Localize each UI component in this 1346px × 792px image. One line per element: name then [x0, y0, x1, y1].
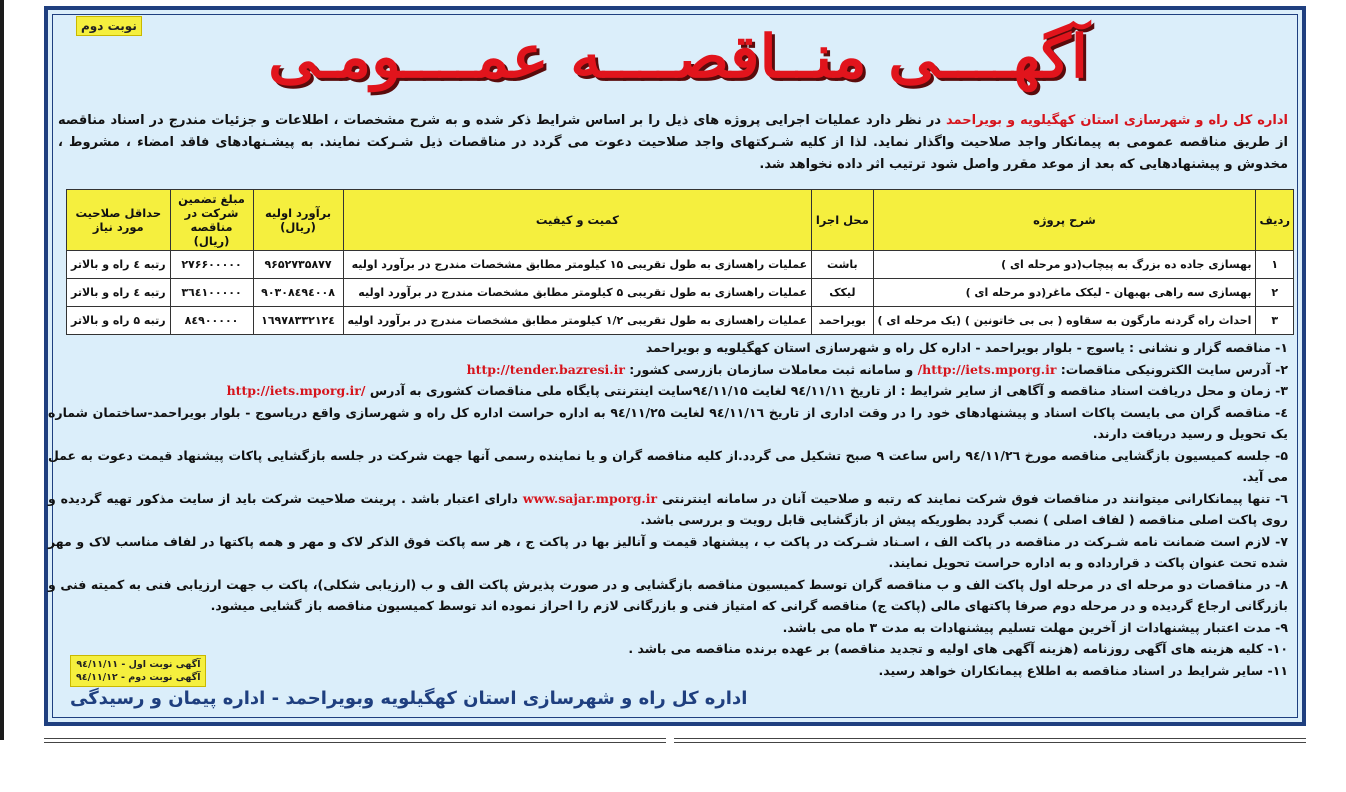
project-qualification: رتبه ۵ راه و بالاتر	[67, 307, 171, 335]
condition-item: ۱- مناقصه گزار و نشانی : یاسوج - بلوار بویراحمد - اداره کل راه و شهرسازی استان کهگیلویه و بویراحمد	[645, 340, 1288, 355]
table-row	[67, 307, 1294, 335]
bottom-rule-left	[44, 738, 666, 743]
project-quantity: عملیات راهسازی به طول تقریبی ۱/۲ کیلومتر مطابق مشخصات مندرج در برآورد اولیه	[343, 307, 812, 335]
project-description: بهسازی سه راهی بهبهان - لیکک ماغر(دو مرحله ای )	[873, 279, 1256, 307]
project-quantity: عملیات راهسازی به طول تقریبی ۵ کیلومتر مطابق مشخصات مندرج در برآورد اولیه	[343, 279, 812, 307]
iets-link-2[interactable]: /http://iets.mporg.ir	[226, 383, 366, 398]
table-row	[67, 251, 1294, 279]
condition-text: دارای اعتبار باشد . پرینت صلاحیت شرکت باید از سایت مذکور تهیه گردیده و روی پاکت اصلی مناقصه ( لفاف اصلی ) نصب گردد بطوریکه پیش از بازگشایی قابل رویت و بررسی باشد.	[48, 490, 1288, 527]
condition-text: و سامانه ثبت معاملات سازمان بازرسی کشور:	[624, 361, 918, 377]
intro-paragraph	[58, 110, 1288, 176]
col-row-header: ردیف	[1256, 190, 1294, 251]
table-header-row	[67, 190, 1294, 251]
bazresi-link[interactable]: http://tender.bazresi.ir	[466, 361, 625, 377]
projects-table	[66, 189, 1294, 335]
col-qualification-header: حداقل صلاحیت مورد نیاز	[67, 190, 171, 251]
ad-title: آگهــــی منــاقصــــه عمــــومـی	[268, 21, 1088, 92]
condition-item: ۸- در مناقصات دو مرحله ای در مرحله اول پاکت الف و ب مناقصه گران توسط کمیسیون مناقصه بازگشایی و در صورت پذیرش پاکت الف و ب (ارزیابی شکلی)، پاکت ب جهت ارزیابی فنی به کمیته فنی و بازرگانی ارجاع گردیده و در مرحله دوم صرفا پاکتهای مالی (پاکت ج) مناقصه گرانی که امتیاز فنی و بازرگانی لازم را احراز نموده اند توسط کمیسیون مناقصه باز گشایی میشود.	[48, 576, 1288, 613]
col-guarantee-header: مبلغ تضمین شرکت در مناقصه (ریال)	[170, 190, 253, 251]
project-estimate: ۹۶۵۲۷۳۵۸۷۷	[253, 251, 343, 279]
condition-item	[48, 380, 1288, 402]
conditions-list	[48, 337, 1288, 681]
project-location: باشت	[812, 251, 873, 279]
condition-item: ۱۰- کلیه هزینه های آگهی روزنامه (هزینه آگهی های اولیه و تجدید مناقصه) بر عهده برنده مناقصه می باشد .	[628, 641, 1288, 656]
condition-item	[48, 488, 1288, 531]
intro-org: اداره کل راه و شهرسازی استان کهگیلویه و بویراحمد	[946, 113, 1288, 128]
condition-text: ۳- زمان و محل دریافت اسناد مناقصه و آگاهی از سایر شرایط : از تاریخ ۹٤/۱۱/۱۱ لغایت ۹٤/۱۱/۱۵سایت اینترنتی پایگاه ملی مناقصات کشوری به آدرس	[365, 383, 1288, 398]
row-number: ۳	[1256, 307, 1294, 335]
bottom-rule-right	[674, 738, 1306, 743]
footer-signature: اداره کل راه و شهرسازی استان کهگیلویه وبویراحمد - اداره پیمان و رسیدگی	[70, 688, 748, 709]
project-quantity: عملیات راهسازی به طول تقریبی ۱۵ کیلومتر مطابق مشخصات مندرج در برآورد اولیه	[343, 251, 812, 279]
condition-item	[48, 359, 1288, 381]
publish-dates	[70, 655, 206, 687]
project-estimate: ۱٦۹۷۸۳۳۲۱۲٤	[253, 307, 343, 335]
project-guarantee: ۸٤۹۰۰۰۰۰	[170, 307, 253, 335]
project-description: احداث راه گردنه مارگون به سقاوه ( بی بی خاتونین ) (یک مرحله ای )	[873, 307, 1256, 335]
condition-item: ۷- لازم است ضمانت نامه شـرکت در مناقصه در پاکت الف ، اسـناد شـرکت در پاکت ب ، پیشنهاد قیمت و آنالیز بها در پاکت ج ، هر سه پاکت فوق الذکر لاک و مهر و همه پاکتها در لفاف مناسب لاک و مهر شده تحت عنوان پاکت د قرارداده و به اداره حراست تحویل نمایند.	[48, 533, 1288, 570]
project-guarantee: ۲۷۶۶۰۰۰۰۰	[170, 251, 253, 279]
second-publish-date: آگهی نوبت دوم - ۹٤/۱۱/۱۲	[76, 672, 201, 683]
sajar-link[interactable]: www.sajar.mporg.ir	[522, 490, 658, 506]
project-qualification: رتبه ٤ راه و بالاتر	[67, 251, 171, 279]
condition-item: ۹- مدت اعتبار پیشنهادات از آخرین مهلت تسلیم پیشنهادات به مدت ۳ ماه می باشد.	[782, 619, 1288, 635]
left-edge-bar	[0, 0, 4, 740]
condition-text: ٦- تنها پیمانکارانی میتوانند در مناقصات فوق شرکت نمایند که رتبه و صلاحیت آنان در سامانه اینترنتی	[657, 490, 1289, 506]
project-qualification: رتبه ٤ راه و بالاتر	[67, 279, 171, 307]
first-publish-date: آگهی نوبت اول - ۹٤/۱۱/۱۱	[76, 659, 201, 670]
intro-text: در نظر دارد عملیات اجرایی پروژه های ذیل را بر اساس شرایط ذکر شده و به شرح مشخصات ، اطلاعات و جزئیات مندرج در اسناد مناقصه از طریق مناقصه عمومی به پیمانکار واجد صلاحیت واگذار نماید. لذا از کلیه شـرکتهای واجد صلاحیت دعوت می گردد در مناقصات ذیل شـرکت نمایند. به پیشـنهادهای فاقد امضاء ، مشروط ، مخدوش و پیشنهادهایی که بعد از موعد مقرر واصل شود ترتیب اثر داده نخواهد شد.	[58, 113, 1288, 172]
col-project-header: شرح پروژه	[873, 190, 1256, 251]
row-number: ۲	[1256, 279, 1294, 307]
iets-link[interactable]: http://iets.mporg.ir/	[917, 361, 1057, 377]
ad-frame	[44, 6, 1306, 726]
condition-item: ٤- مناقصه گران می بایست پاکات اسناد و پیشنهادهای خود را در وقت اداری از تاریخ ۹٤/۱۱/۱٦ لغایت ۹٤/۱۱/۲۵ به اداره حراست اداره کل راه و شهرسازی واقع دریاسوج - بلوار بویراحمد-ساختمان شماره یک تحویل و رسید دریافت دارند.	[48, 404, 1289, 441]
condition-item: ۵- جلسه کمیسیون بازگشایی مناقصه مورخ ۹٤/۱۱/۲٦ راس ساعت ۹ صبح تشکیل می گردد.از کلیه مناقصه گران و یا نماینده رسمی آنها جهت شرکت در جلسه بازگشایی پاکات پیشنهاد قیمت دعوت به عمل می آید.	[48, 447, 1289, 484]
condition-text: ۲- آدرس سایت الکترونیکی مناقصات:	[1056, 361, 1288, 377]
row-number: ۱	[1256, 251, 1294, 279]
col-location-header: محل اجرا	[812, 190, 873, 251]
project-location: لیکک	[812, 279, 873, 307]
project-location: بویراحمد	[812, 307, 873, 335]
col-estimate-header: برآورد اولیه (ریال)	[253, 190, 343, 251]
table-row	[67, 279, 1294, 307]
round-badge: نوبت دوم	[76, 16, 142, 36]
col-quantity-header: کمیت و کیفیت	[343, 190, 812, 251]
project-estimate: ۹۰۳۰۸٤۹٤۰۰۸	[253, 279, 343, 307]
project-guarantee: ۳٦٤۱۰۰۰۰۰	[170, 279, 253, 307]
condition-item: ۱۱- سایر شرایط در اسناد مناقصه به اطلاع پیمانکاران خواهد رسید.	[878, 662, 1288, 678]
project-description: بهسازی جاده ده بزرگ به پیچاب(دو مرحله ای )	[873, 251, 1256, 279]
